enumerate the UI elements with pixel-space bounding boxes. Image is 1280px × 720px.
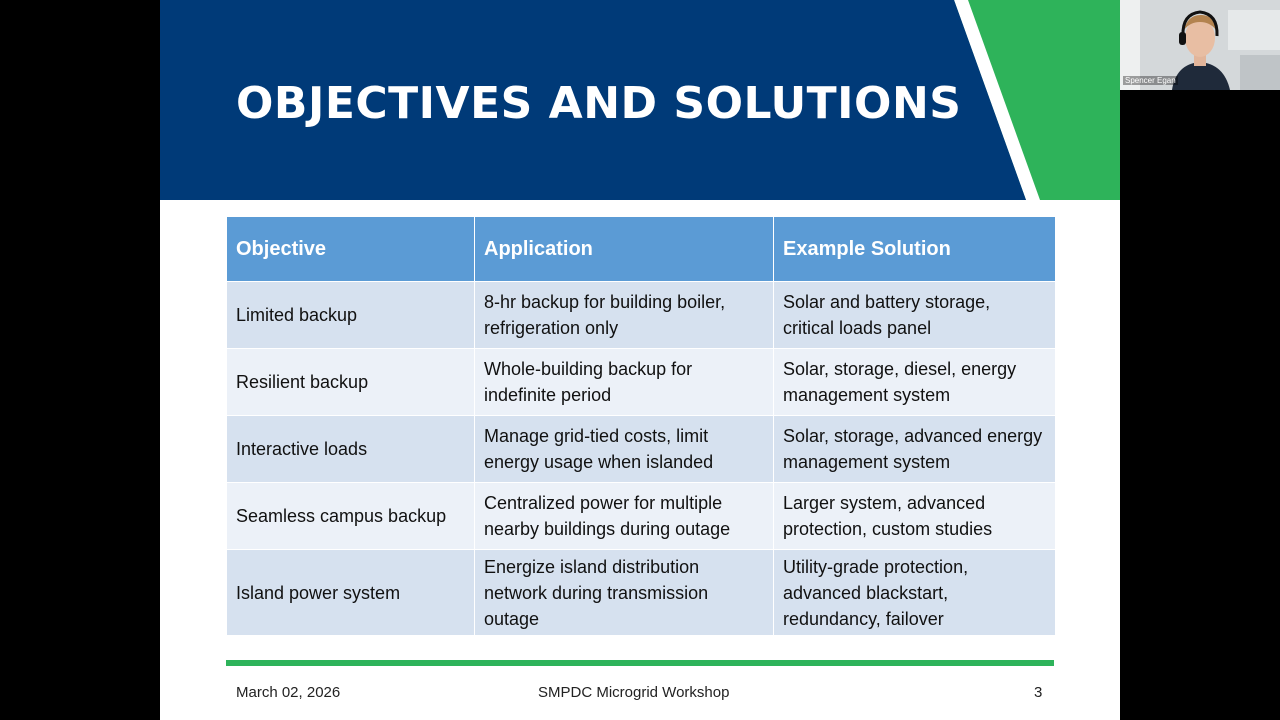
objectives-table: [226, 216, 1056, 636]
table-cell: Seamless campus backup: [227, 483, 475, 550]
header-application: Application: [475, 217, 774, 282]
table-row: [227, 550, 1056, 636]
presentation-slide: [160, 0, 1120, 720]
table-cell: Island power system: [227, 550, 475, 636]
table-cell: Manage grid-tied costs, limit energy usage when islanded: [475, 416, 774, 483]
table-cell: Solar, storage, advanced energy management system: [774, 416, 1056, 483]
footer-date: March 02, 2026: [236, 684, 341, 701]
header-objective: Objective: [227, 217, 475, 282]
table-cell: Resilient backup: [227, 349, 475, 416]
table-cell: Limited backup: [227, 282, 475, 349]
footer-divider: [226, 660, 1054, 666]
headset-ear: [1179, 32, 1186, 45]
table-cell: Energize island distribution network during transmission outage: [475, 550, 774, 636]
table-cell: Centralized power for multiple nearby buildings during outage: [475, 483, 774, 550]
participant-name: Spencer Egan: [1125, 76, 1176, 85]
table-row: [227, 416, 1056, 483]
table-cell: Solar, storage, diesel, energy management system: [774, 349, 1056, 416]
table-row: [227, 349, 1056, 416]
title-banner: [160, 0, 1120, 200]
header-example-solution: Example Solution: [774, 217, 1056, 282]
table-cell: Interactive loads: [227, 416, 475, 483]
table-row: [227, 483, 1056, 550]
footer-event-name: SMPDC Microgrid Workshop: [538, 684, 730, 701]
table-cell: Larger system, advanced protection, custom studies: [774, 483, 1056, 550]
table-cell: Solar and battery storage, critical loads panel: [774, 282, 1056, 349]
slide-title: OBJECTIVES AND SOLUTIONS: [236, 78, 962, 129]
slide-number: 3: [1034, 684, 1043, 701]
table-cell: Whole-building backup for indefinite period: [475, 349, 774, 416]
table-cell: 8-hr backup for building boiler, refrigeration only: [475, 282, 774, 349]
table-header-row: [227, 217, 1056, 282]
table-row: [227, 282, 1056, 349]
table-cell: Utility-grade protection, advanced blackstart, redundancy, failover: [774, 550, 1056, 636]
webcam-thumbnail[interactable]: [1120, 0, 1280, 90]
